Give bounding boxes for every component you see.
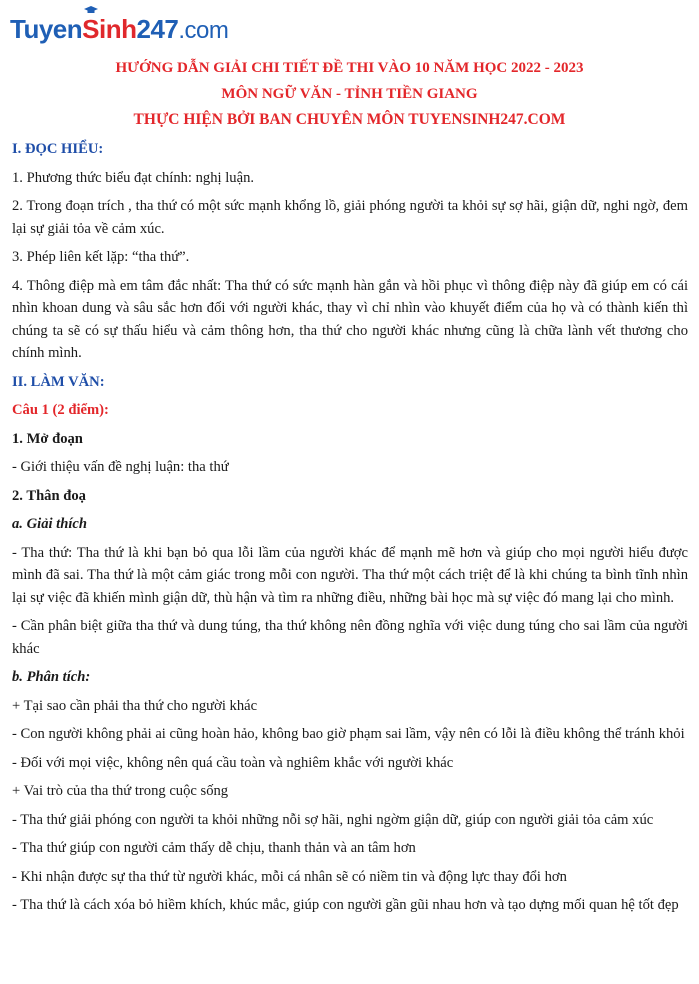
section-reading-title: I. ĐỌC HIỂU: xyxy=(12,141,104,157)
explain-item-1: - Tha thứ: Tha thứ là khi bạn bỏ qua lỗi lầm của người khác để mạnh mẽ hơn và giúp cho mọi người hiểu được mình đã sai. Tha thứ là một cảm giác trong mỗi con người. Tha thứ một cách triệt để là khi chúng ta bình tĩnh nhìn lại sự việc đã khiến mình giận dữ, thù hận và tìm ra những điều, những bài học mà sự việc đó mang lại cho mình. xyxy=(12,544,688,606)
graduation-cap-icon xyxy=(84,6,98,14)
logo-text-247: 247 xyxy=(136,14,179,44)
reading-answer-2: 2. Trong đoạn trích , tha thứ có một sức mạnh khổng lồ, giải phóng người ta khỏi sự sợ hãi, giận dữ, nghi ngờ, đem lại sự giải tỏa về cảm xúc. xyxy=(12,198,688,237)
analysis-item-2: - Con người không phải ai cũng hoàn hảo, không bao giờ phạm sai lầm, vậy nên có lỗi là điều không thể tránh khỏi xyxy=(12,726,685,742)
analysis-item-4: + Vai trò của tha thứ trong cuộc sống xyxy=(12,783,229,799)
reading-answer-4: 4. Thông điệp mà em tâm đắc nhất: Tha thứ có sức mạnh hàn gắn và hồi phục vì thông điệp này đã giúp em có cái nhìn khoan dung và sâu sắc hơn đối với người khác, thay vì chỉ nhìn vào khuyết điểm của họ và có thành kiến thì chúng ta sẽ có sự thấu hiểu và cảm thông hơn, tha thứ cho người khác nhưng cũng là chữa lành vết thương cho chính mình. xyxy=(12,277,688,361)
explain-item-2: - Cần phân biệt giữa tha thứ và dung túng, tha thứ không nên đồng nghĩa với việc dung túng cho sai lầm của người khác xyxy=(12,618,688,657)
analysis-item-1: + Tại sao cần phải tha thứ cho người khác xyxy=(12,697,258,714)
logo-text-com: .com xyxy=(178,17,229,44)
intro-heading: 1. Mở đoạn xyxy=(12,430,83,447)
doc-content xyxy=(12,138,688,923)
site-logo[interactable] xyxy=(10,14,228,46)
analysis-item-8: - Tha thứ là cách xóa bỏ hiềm khích, khúc mắc, giúp con người gần gũi nhau hơn và tạo dựng mối quan hệ tốt đẹp xyxy=(12,897,679,913)
analysis-item-3: - Đối với mọi việc, không nên quá cầu toàn và nghiêm khắc với người khác xyxy=(12,754,454,771)
doc-title: HƯỚNG DẪN GIẢI CHI TIẾT ĐỀ THI VÀO 10 NĂM HỌC 2022 - 2023 xyxy=(115,60,584,76)
logo-text-sinh xyxy=(82,14,136,44)
analysis-heading: b. Phân tích: xyxy=(12,669,91,685)
body-heading: 2. Thân đoạ xyxy=(12,487,86,504)
intro-text: - Giới thiệu vấn đề nghị luận: tha thứ xyxy=(12,459,229,475)
question-1-title: Câu 1 (2 điểm): xyxy=(12,402,109,418)
reading-answer-3: 3. Phép liên kết lặp: “tha thứ”. xyxy=(12,249,190,265)
doc-author: THỰC HIỆN BỞI BAN CHUYÊN MÔN TUYENSINH247.COM xyxy=(133,111,566,128)
logo-text-sinh-label: Sinh xyxy=(82,14,137,44)
logo-text-tuyen: Tuyen xyxy=(10,14,83,44)
reading-answer-1: 1. Phương thức biểu đạt chính: nghị luận. xyxy=(12,169,255,186)
explain-heading: a. Giải thích xyxy=(12,516,88,532)
analysis-item-7: - Khi nhận được sự tha thứ từ người khác, mỗi cá nhân sẽ có niềm tin và động lực thay đổi hơn xyxy=(12,868,567,885)
doc-subject: MÔN NGỮ VĂN - TỈNH TIỀN GIANG xyxy=(221,86,478,102)
analysis-item-6: - Tha thứ giúp con người cảm thấy dễ chịu, thanh thản và an tâm hơn xyxy=(12,840,416,856)
analysis-item-5: - Tha thứ giải phóng con người ta khỏi những nỗi sợ hãi, nghi ngờm giận dữ, giúp con người giải tỏa cảm xúc xyxy=(12,811,654,828)
section-writing-title: II. LÀM VĂN: xyxy=(12,373,105,390)
